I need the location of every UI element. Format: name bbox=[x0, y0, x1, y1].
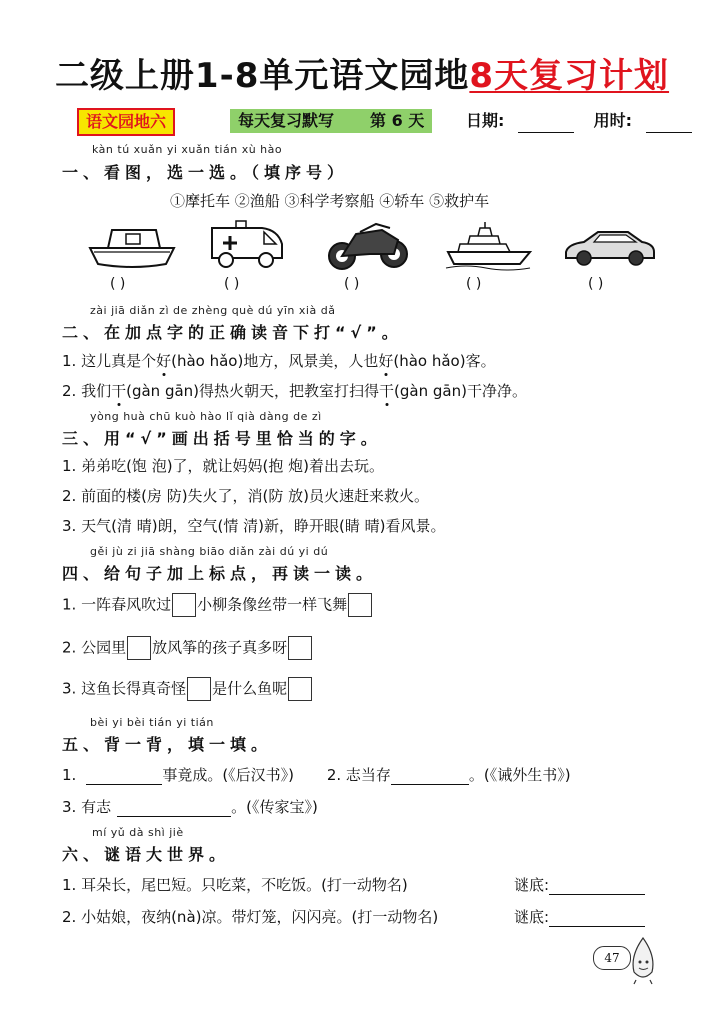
s5-pinyin: bèi yi bèi tián yi tián bbox=[90, 716, 214, 729]
time-blank[interactable] bbox=[646, 114, 692, 133]
s5-line-2: 3. 有志 。(《传家宝》) bbox=[62, 798, 318, 816]
fill-blank[interactable] bbox=[117, 816, 231, 817]
ambulance-icon bbox=[208, 218, 286, 270]
fishing-boat-icon bbox=[86, 222, 178, 270]
title-black: 二级上册1-8单元语文园地 bbox=[54, 56, 470, 96]
s6-line-2: 2. 小姑娘，夜纳(nà)凉。带灯笼，闪闪亮。(打一动物名) bbox=[62, 908, 439, 926]
s3-line-1: 1. 弟弟吃(饱 泡)了，就让妈妈(抱 炮)着出去玩。 bbox=[62, 457, 385, 475]
punctuation-box[interactable] bbox=[348, 593, 372, 617]
answer-slot-2[interactable]: ( ) bbox=[224, 276, 240, 292]
motorcycle-icon bbox=[326, 216, 410, 272]
cartoon-mascot-icon bbox=[628, 936, 658, 984]
s4-heading: 四、给句子加上标点，再读一读。 bbox=[62, 564, 378, 583]
s1-heading: 一、看图，选一选。（填序号） bbox=[62, 163, 349, 182]
s4-line-2: 2. 公园里 放风筝的孩子真多呀 bbox=[62, 636, 313, 660]
page-title bbox=[0, 48, 724, 97]
s1-pinyin: kàn tú xuǎn yi xuǎn tián xù hào bbox=[92, 143, 283, 156]
s2-heading: 二、在加点字的正确读音下打“√”。 bbox=[62, 323, 403, 342]
answer-slot-5[interactable]: ( ) bbox=[588, 276, 604, 292]
s6-pinyin: mí yǔ dà shì jiè bbox=[92, 826, 184, 839]
s3-pinyin: yòng huà chū kuò hào lǐ qià dàng de zì bbox=[90, 410, 322, 423]
s3-line-2: 2. 前面的楼(房 防)失火了，消(防 放)员火速赶来救火。 bbox=[62, 487, 430, 505]
s6-answer-2: 谜底: bbox=[514, 906, 645, 927]
sedan-car-icon bbox=[562, 226, 658, 268]
daily-tag bbox=[230, 109, 432, 133]
s3-line-3: 3. 天气(清 晴)朗，空气(情 清)新，睁开眼(睛 晴)看风景。 bbox=[62, 517, 446, 535]
title-red: 8天复习计划 bbox=[469, 56, 670, 96]
punctuation-box[interactable] bbox=[187, 677, 211, 701]
date-blank[interactable] bbox=[518, 114, 574, 133]
answer-slot-4[interactable]: ( ) bbox=[466, 276, 482, 292]
s2-pinyin: zài jiā diǎn zì de zhèng què dú yīn xià dǎ bbox=[90, 304, 336, 317]
unit-tag: 语文园地六 bbox=[77, 108, 175, 136]
fill-blank[interactable] bbox=[86, 784, 162, 785]
riddle-answer-blank[interactable] bbox=[549, 894, 645, 895]
day-tag-label: 第 6 天 bbox=[370, 111, 425, 130]
s4-line-1: 1. 一阵春风吹过 小柳条像丝带一样飞舞 bbox=[62, 593, 373, 617]
s2-line-2: 2. 我们干(gàn gān)得热火朝天，把教室打扫得干(gàn gān)干净净。 bbox=[62, 382, 527, 400]
date-time-line bbox=[466, 109, 692, 133]
s2-line-1: 1. 这儿真是个好(hào hǎo)地方，风景美，人也好(hào hǎo)客。 bbox=[62, 352, 496, 370]
punctuation-box[interactable] bbox=[172, 593, 196, 617]
s5-heading: 五、背一背，填一填。 bbox=[62, 735, 273, 754]
s3-heading: 三、用“√”画出括号里恰当的字。 bbox=[62, 429, 382, 448]
daily-tag-label: 每天复习默写 bbox=[238, 111, 335, 130]
punctuation-box[interactable] bbox=[288, 677, 312, 701]
s4-line-3: 3. 这鱼长得真奇怪 是什么鱼呢 bbox=[62, 677, 313, 701]
s4-pinyin: gěi jù zi jiā shàng biāo diǎn zài dú yi dú bbox=[90, 545, 329, 558]
punctuation-box[interactable] bbox=[127, 636, 151, 660]
s5-line-1: 1. 事竟成。(《后汉书》) 2. 志当存 。(《诫外生书》) bbox=[62, 766, 571, 784]
s6-heading: 六、谜语大世界。 bbox=[62, 845, 231, 864]
fill-blank[interactable] bbox=[391, 784, 469, 785]
research-ship-icon bbox=[446, 222, 532, 272]
s1-options: ①摩托车 ②渔船 ③科学考察船 ④轿车 ⑤救护车 bbox=[170, 192, 490, 210]
answer-slot-3[interactable]: ( ) bbox=[344, 276, 360, 292]
page-number: 47 bbox=[593, 946, 631, 970]
punctuation-box[interactable] bbox=[288, 636, 312, 660]
time-label: 用时: bbox=[593, 111, 632, 130]
answer-slot-1[interactable]: ( ) bbox=[110, 276, 126, 292]
s6-line-1: 1. 耳朵长，尾巴短。只吃菜，不吃饭。(打一动物名) bbox=[62, 876, 408, 894]
s6-answer-1: 谜底: bbox=[514, 874, 645, 895]
date-label: 日期: bbox=[466, 111, 505, 130]
riddle-answer-blank[interactable] bbox=[549, 926, 645, 927]
